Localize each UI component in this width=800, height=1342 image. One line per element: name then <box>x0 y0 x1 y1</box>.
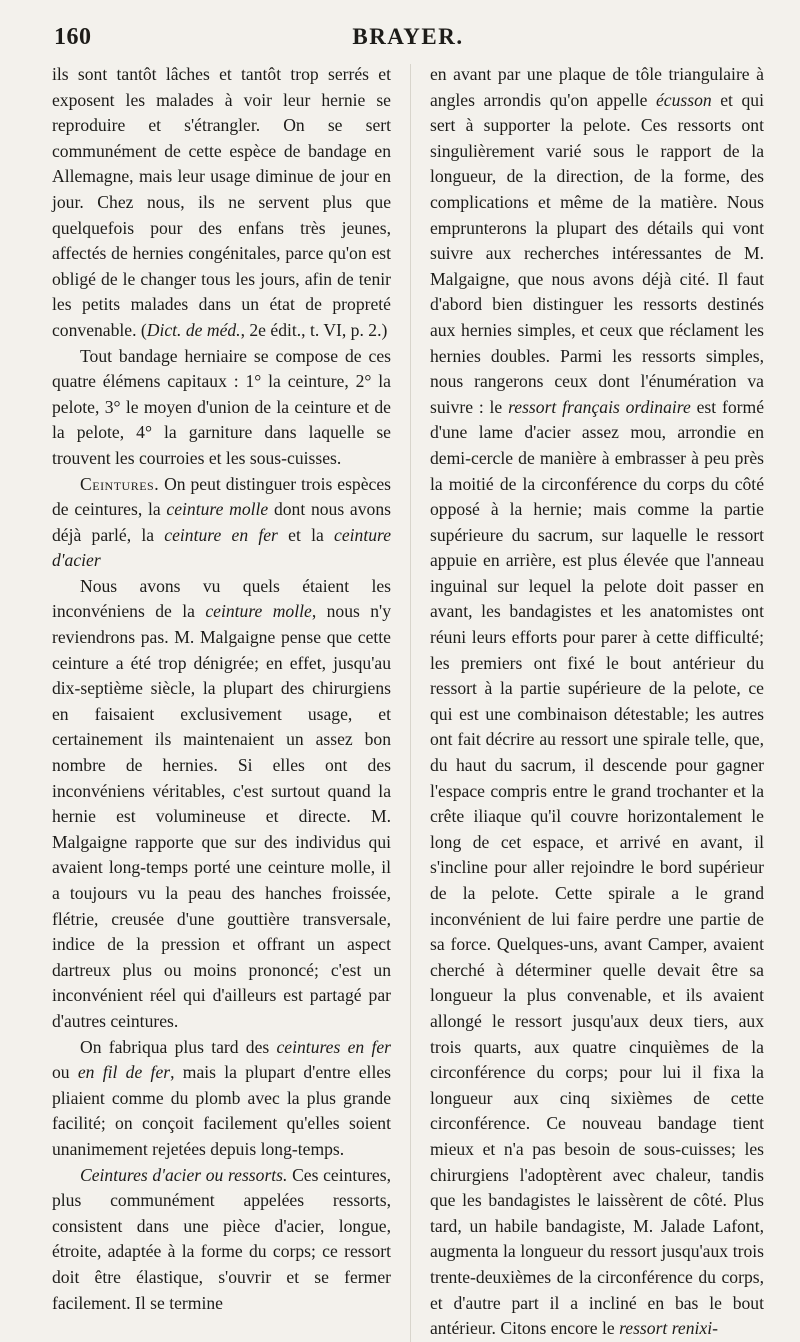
page-number: 160 <box>54 24 92 50</box>
citation-italic: Dict. de méd. <box>146 319 241 340</box>
paragraph <box>52 1163 391 1317</box>
text-run: Ces ceintures, plus communément appelées ressorts, consistent dans une pièce d'acier, longue, étroite, adaptée à la forme du corps; ce ressort doit être élastique, s'ouvrir et se fermer facilement. Il se termine <box>52 1164 391 1313</box>
paragraph: Tout bandage herniaire se compose de ces quatre élémens capitaux : 1° la ceinture, 2° la pelote, 3° le moyen d'union de la ceinture et de la pelote, 4° la garniture dans laquelle se trouvent les courroies et les sous-cuisses. <box>52 345 391 468</box>
italic-term: ceinture molle <box>166 499 269 520</box>
text-run: ils sont tantôt lâches et tantôt trop serrés et exposent les malades à voir leur hernie se reproduire et s'étrangler. On se sert communément de cette espèce de bandage en Allemagne, mais leur usage diminue de jour en jour. Chez nous, ils ne servent plus que quelquefois pour des enfans très jeunes, affectés de hernies congénitales, parce qu'on est obligé de le changer tous les jours, afin de tenir les petits malades dans un état de propreté convenable. ( <box>52 64 391 340</box>
paragraph <box>52 472 391 574</box>
text-run: On peut distinguer trois espèces de ceintures, la <box>52 473 391 520</box>
paragraph <box>52 574 391 1035</box>
text-run: et qui sert à supporter la pelote. Ces ressorts ont singulièrement varié sous le rapport de la longueur, de la direction, de la forme, des complications et même de la matière. Nous emprunterons la plupart des détails qui vont suivre aux recherches intéressantes de M. Malgaigne, que nous avons déjà cité. Il faut d'abord bien distinguer les ressorts destinés aux hernies simples, et ceux que réclament les hernies doubles. Parmi les ressorts simples, nous rangerons ceux dont l'énumération va suivre : le <box>430 89 764 417</box>
italic-term: ressort français ordinaire <box>508 396 691 417</box>
text-run: dont nous avons déjà parlé, la <box>52 499 391 545</box>
text-run: est formé d'une lame d'acier assez mou, arrondie en demi-cercle de manière à embrasser à peu près la moitié de la circonférence du corps du côté opposé à la hernie; mais comme la partie supérieure du sacrum, sur laquelle le ressort appuie en arrière, est plus élevée que l'anneau inguinal sur lequel la pelote doit passer en avant, les bandagistes et les anatomistes ont réuni leurs efforts pour parer à cette difficulté; les premiers ont fixé le bout antérieur du ressort à la partie supérieure de la pelote, ce qui est une combinaison détestable; les autres ont fait décrire au ressort une spirale telle, que, du haut du sacrum, il descende pour gagner l'espace compris entre le grand trochanter et la crête iliaque qu'il couvre horizontalement le long de cet espace, et arrivé en avant, il s'incline pour aller rejoindre le bord supérieur de la pelote. Cette spirale a le grand inconvénient de lui faire perdre une partie de sa force. Quelques-uns, avant Camper, avaient cherché à déterminer quelle devait être sa longueur la plus convenable, et ils avaient allongé le ressort jusqu'aux deux tiers, aux trois quarts, aux quatre cinquièmes de la circonférence du corps; pour lui il fixa la longueur aux cinq sixièmes de cette circonférence. Ce nouveau bandage tient mieux et n'a pas besoin de sous-cuisses; les chirurgiens l'adoptèrent avec chaleur, tandis que les bandagistes le laissèrent de côté. Plus tard, un habile bandagiste, M. Jalade Lafont, augmenta la longueur du ressort jusqu'aux trois trente-deuxièmes de la circonférence du corps, et d'autre part il a incliné en bas le bout antérieur. Citons encore le <box>430 396 765 1339</box>
right-column <box>430 62 764 1342</box>
text-run: , 2e édit., t. VI, p. 2.) <box>240 319 388 340</box>
text-run: , mais la plupart d'entre elles pliaient comme du plomb avec la plus grande facilité; on conçoit facilement qu'elles soient unanimement rejetées depuis long-temps. <box>52 1062 391 1159</box>
text-run: ou <box>52 1062 78 1083</box>
paragraph <box>52 1035 391 1163</box>
text-run: et la <box>277 524 335 545</box>
italic-term: ceinture en fer <box>164 524 278 545</box>
section-heading: Ceintures. <box>80 473 160 494</box>
left-column <box>52 62 391 1342</box>
two-column-body <box>52 62 764 1342</box>
italic-term: Ceintures d'acier ou ressorts. <box>80 1164 288 1185</box>
italic-term: écusson <box>655 89 712 110</box>
italic-term: ceintures en fer <box>276 1036 391 1057</box>
text-run: On fabriqua plus tard des <box>80 1036 277 1057</box>
italic-term: en fil de fer <box>77 1062 171 1083</box>
page-header <box>52 24 764 62</box>
italic-term: ceinture molle <box>205 601 312 622</box>
paragraph <box>430 62 764 1342</box>
running-head: BRAYER. <box>352 24 464 49</box>
column-divider <box>410 64 411 1342</box>
italic-term: ceinture d'acier <box>52 524 392 571</box>
text-run: , nous n'y reviendrons pas. M. Malgaigne pense que cette ceinture a été trop dénigrée; en effet, jusqu'au dix-septième siècle, la plupart des chirurgiens en faisaient exclusivement usage, et certainement ils maintenaient un assez bon nombre de hernies. Si elles ont des inconvéniens véritables, c'est surtout quand la hernie est volumineuse et directe. M. Malgaigne rapporte que sur des individus qui avaient long-temps porté une ceinture molle, il a toujours vu la peau des hanches froissée, flétrie, creusée d'une gouttière transversale, indice de la pression et offrant un aspect dartreux plus ou moins prononcé; c'est un inconvénient réel qui d'ailleurs est partagé par d'autres ceintures. <box>52 601 391 1031</box>
italic-term: ressort renixi- <box>619 1318 718 1339</box>
text-run: Nous avons vu quels étaient les inconvéniens de la <box>52 575 391 622</box>
paragraph <box>52 62 391 344</box>
text-run: en avant par une plaque de tôle triangulaire à angles arrondis qu'on appelle <box>430 64 764 110</box>
